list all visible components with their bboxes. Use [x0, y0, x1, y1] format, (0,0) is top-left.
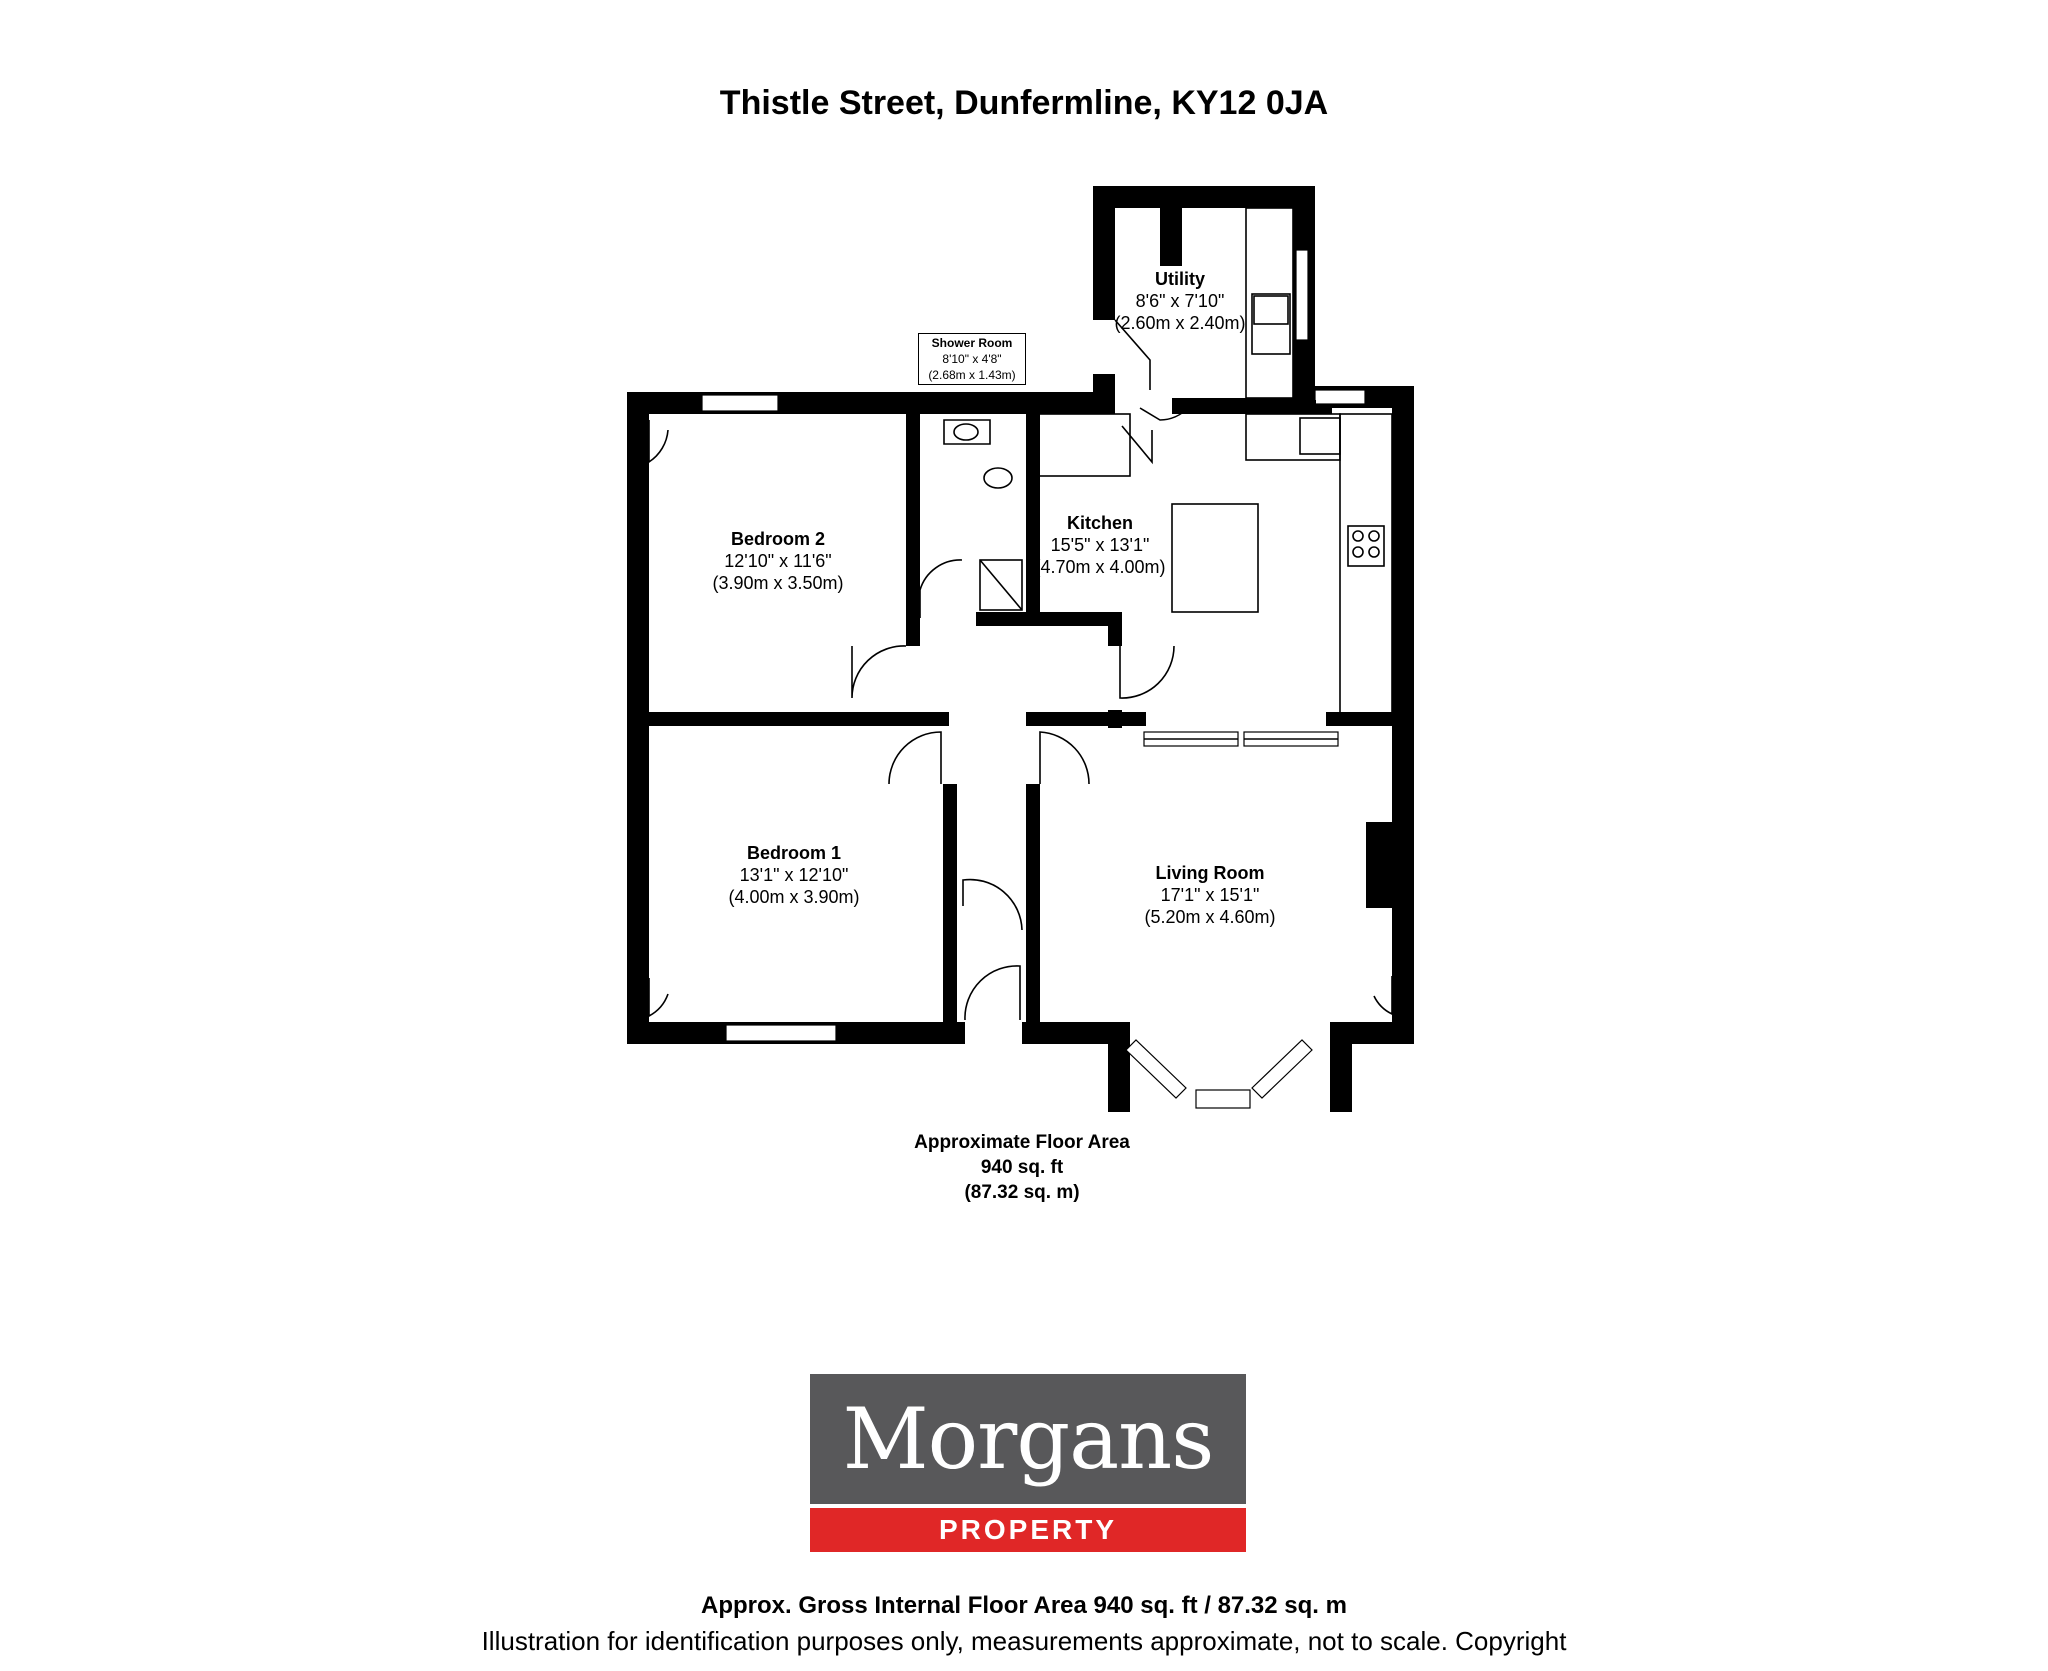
room-label-kitchen [1034, 512, 1165, 578]
room-dim-metric: (5.20m x 4.60m) [1144, 907, 1276, 927]
morgans-logo [810, 1374, 1246, 1552]
room-name: Living Room [1155, 863, 1265, 883]
logo-name: Morgans [810, 1374, 1246, 1504]
floor-area-label: Approximate Floor Area [914, 1132, 1130, 1153]
room-label-utility [1114, 268, 1245, 334]
floor-area-metric: (87.32 sq. m) [964, 1182, 1080, 1203]
room-dim-metric: (4.70m x 4.00m) [1034, 557, 1166, 577]
floor-area-imperial: 940 sq. ft [980, 1157, 1064, 1178]
footer-area-line: Approx. Gross Internal Floor Area 940 sq. ft / 87.32 sq. m [701, 1592, 1347, 1619]
floor-area-summary [872, 1130, 1172, 1205]
room-dim-metric: (4.00m x 3.90m) [728, 887, 860, 907]
room-dim-imperial: 12'10" x 11'6" [724, 551, 832, 571]
room-name: Kitchen [1066, 513, 1134, 533]
door-swings [649, 320, 1392, 1020]
room-dim-imperial: 13'1" x 12'10" [739, 865, 849, 885]
room-dim-imperial: 8'10" x 4'8" [942, 352, 1002, 366]
room-dim-imperial: 17'1" x 15'1" [1160, 885, 1260, 905]
internal-walls [649, 400, 1414, 1044]
plan-title: Thistle Street, Dunfermline, KY12 0JA [719, 84, 1329, 122]
room-label-bedroom-2 [712, 528, 843, 594]
room-label-bedroom-1 [728, 842, 859, 908]
room-name: Shower Room [931, 336, 1013, 350]
room-label-shower-room [918, 333, 1026, 385]
footer-disclaimer: Illustration for identification purposes only, measurements approximate, not to scale. Copyright [481, 1626, 1567, 1656]
room-dim-metric: (3.90m x 3.50m) [712, 573, 844, 593]
logo-tagline: PROPERTY [810, 1508, 1246, 1552]
room-dim-metric: (2.68m x 1.43m) [928, 368, 1016, 382]
room-label-living-room [1144, 862, 1275, 928]
room-dim-imperial: 15'5" x 13'1" [1050, 535, 1150, 555]
room-name: Bedroom 1 [746, 843, 842, 863]
room-dim-imperial: 8'6" x 7'10" [1135, 291, 1225, 311]
room-dim-metric: (2.60m x 2.40m) [1114, 313, 1246, 333]
room-name: Utility [1154, 269, 1206, 289]
room-name: Bedroom 2 [730, 529, 826, 549]
